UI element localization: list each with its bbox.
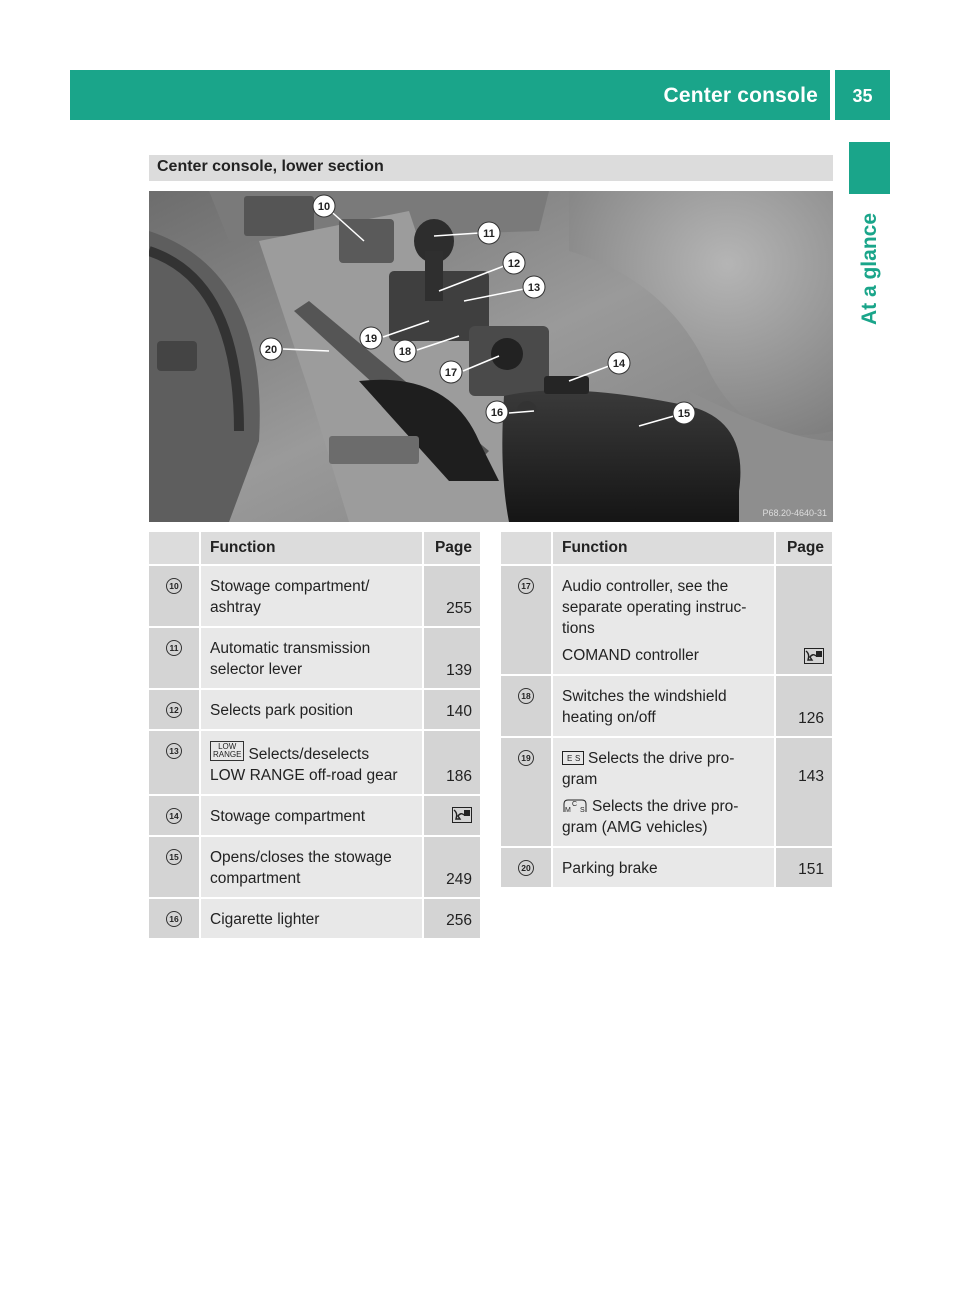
table-row [501, 565, 833, 675]
svg-text:C: C [572, 801, 578, 808]
item-number: 17 [518, 578, 534, 594]
page-ref[interactable]: 143 [775, 737, 833, 847]
function-text: heating on/off [562, 709, 656, 726]
function-text: compartment [210, 870, 301, 887]
function-text: Selects park position [210, 702, 354, 719]
function-text: gram [562, 771, 598, 788]
side-tab-block [849, 142, 890, 194]
manual-book-icon [804, 648, 824, 664]
callout-14: 14 [612, 358, 626, 370]
item-number: 18 [518, 688, 534, 704]
item-number: 15 [166, 849, 182, 865]
header-title: Center console [663, 84, 818, 107]
side-tab-text: At a glance [858, 212, 881, 326]
table-row [501, 737, 833, 847]
callout-10: 10 [317, 201, 331, 213]
page-number: 35 [852, 86, 873, 106]
callout-20: 20 [264, 344, 278, 356]
function-text: separate operating instruc- [562, 599, 747, 616]
callout-18: 18 [398, 346, 412, 358]
table-row [149, 795, 481, 836]
function-text: Cigarette lighter [210, 911, 320, 928]
page-ref[interactable]: 126 [775, 675, 833, 737]
function-text: Stowage compartment/ [210, 578, 370, 595]
table-row [501, 675, 833, 737]
callout-16: 16 [490, 407, 504, 419]
page-ref[interactable]: 139 [423, 627, 481, 689]
table-row [501, 847, 833, 888]
function-text: Selects the drive pro- [588, 750, 735, 767]
function-text: Stowage compartment [210, 808, 366, 825]
photo-code: P68.20-4640-31 [762, 508, 827, 518]
page-number-box [835, 70, 890, 120]
section-title: Center console, lower section [157, 158, 384, 175]
table-row [149, 565, 481, 627]
item-number: 10 [166, 578, 182, 594]
callout-19: 19 [364, 333, 378, 345]
callout-17: 17 [444, 367, 458, 379]
function-text: gram (AMG vehicles) [562, 819, 708, 836]
header-bar [70, 70, 830, 120]
function-text: LOW RANGE off-road gear [210, 767, 398, 784]
page-ref[interactable]: 186 [423, 730, 481, 795]
table-row [149, 836, 481, 898]
header-num [149, 532, 200, 565]
header-page: Page [775, 532, 833, 565]
table-row [149, 730, 481, 795]
header-function: Function [552, 532, 775, 565]
header-num [501, 532, 552, 565]
table-row [149, 898, 481, 939]
function-text: ashtray [210, 599, 261, 616]
page-ref[interactable]: 255 [423, 565, 481, 627]
svg-text:S: S [580, 807, 585, 814]
function-text: Opens/closes the stowage [210, 849, 392, 866]
drive-program-cms-icon [562, 798, 588, 814]
item-number: 11 [166, 640, 182, 656]
center-console-photo [149, 191, 833, 522]
callout-12: 12 [507, 258, 521, 270]
page-ref[interactable]: 151 [775, 847, 833, 888]
item-number: 12 [166, 702, 182, 718]
callout-11: 11 [483, 228, 495, 240]
page-ref[interactable]: 256 [423, 898, 481, 939]
svg-text:E: E [567, 754, 573, 763]
item-number: 19 [518, 750, 534, 766]
svg-text:S: S [575, 754, 581, 763]
table-header-row [149, 532, 481, 565]
function-subtext: COMAND controller [562, 647, 699, 664]
drive-program-es-icon [562, 751, 584, 765]
table-row [149, 627, 481, 689]
page-ref[interactable]: 140 [423, 689, 481, 730]
svg-text:M: M [565, 807, 571, 814]
function-table-left [149, 532, 482, 940]
section-heading [149, 155, 833, 181]
function-table-right [501, 532, 834, 889]
low-range-icon: LOW RANGE [210, 741, 244, 761]
item-number: 16 [166, 911, 182, 927]
manual-book-icon [452, 807, 472, 823]
table-row [149, 689, 481, 730]
callout-15: 15 [677, 408, 691, 420]
function-text: selector lever [210, 661, 303, 678]
function-text: Selects the drive pro- [592, 798, 739, 815]
function-text: Switches the windshield [562, 688, 727, 705]
photo-illustration [149, 191, 833, 522]
header-function: Function [200, 532, 423, 565]
item-number: 14 [166, 808, 182, 824]
function-text: tions [562, 620, 595, 637]
side-tab-label [855, 205, 885, 333]
callout-13: 13 [527, 282, 541, 294]
function-text: Automatic transmission [210, 640, 371, 657]
item-number: 20 [518, 860, 534, 876]
page-ref[interactable]: 249 [423, 836, 481, 898]
function-text: Audio controller, see the [562, 578, 729, 595]
header-page: Page [423, 532, 481, 565]
table-header-row [501, 532, 833, 565]
item-number: 13 [166, 743, 182, 759]
function-text: Selects/deselects [248, 746, 370, 763]
function-text: Parking brake [562, 860, 658, 877]
